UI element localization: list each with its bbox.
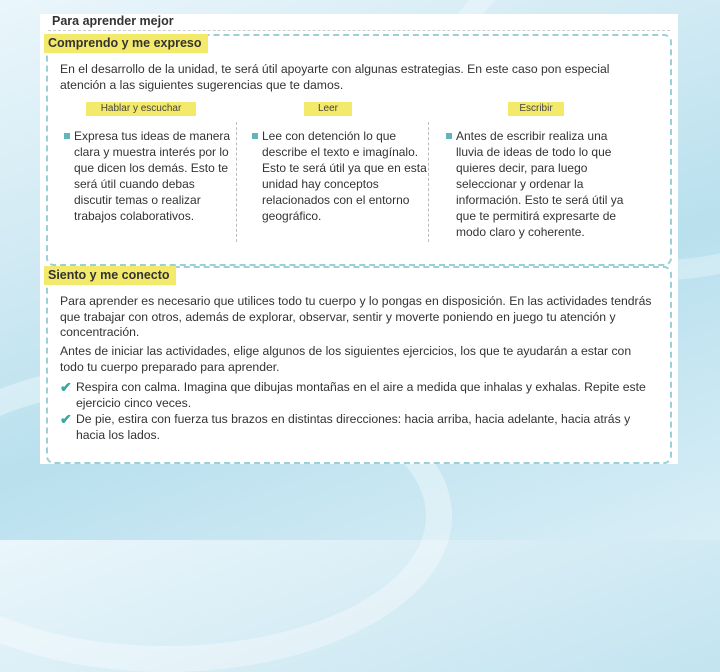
column-text: Lee con detención lo que describe el texto e imagínalo. Esto te será útil ya que en esta unidad hay conceptos relacionados con el entorno geográfico. xyxy=(262,129,427,223)
square-bullet-icon xyxy=(252,133,258,139)
checkmark-icon: ✔ xyxy=(60,411,72,427)
section-comprendo xyxy=(46,34,672,266)
column-divider xyxy=(236,122,237,242)
square-bullet-icon xyxy=(64,133,70,139)
column-label-hablar: Hablar y escuchar xyxy=(86,102,196,116)
column-leer xyxy=(262,128,428,224)
column-text: Expresa tus ideas de manera clara y muestra interés por lo que dicen los demás. Esto te será útil cuando debas discutir temas o realizar trabajos colaborativos. xyxy=(74,129,231,223)
section-tag: Comprendo y me expreso xyxy=(44,34,208,53)
column-label-escribir: Escribir xyxy=(508,102,564,116)
column-text: Antes de escribir realiza una lluvia de ideas de todo lo que quieres decir, para luego seleccionar y ordenar la información. Esto te será útil ya que te permitirá expresarte de modo claro y coherente. xyxy=(456,129,624,239)
page-title: Para aprender mejor xyxy=(52,14,174,28)
column-escribir xyxy=(456,128,636,240)
column-hablar xyxy=(74,128,234,224)
checkmark-icon: ✔ xyxy=(60,379,72,395)
column-divider xyxy=(428,122,429,242)
section-tag: Siento y me conecto xyxy=(44,266,176,285)
check-text: Respira con calma. Imagina que dibujas montañas en el aire a medida que inhalas y exhalas. Repite este ejercicio cinco veces. xyxy=(76,380,646,410)
section-paragraph: Antes de iniciar las actividades, elige algunos de los siguientes ejercicios, los que te ayudarán a estar con todo tu cuerpo preparado para aprender. xyxy=(60,344,632,374)
check-text: De pie, estira con fuerza tus brazos en distintas direcciones: hacia arriba, hacia adelante, hacia atrás y hacia los lados. xyxy=(76,412,631,442)
document-page xyxy=(40,14,678,464)
square-bullet-icon xyxy=(446,133,452,139)
title-divider xyxy=(48,30,670,31)
section-intro: En el desarrollo de la unidad, te será útil apoyarte con algunas estrategias. En este caso pon especial atención a las siguientes sugerencias que te damos. xyxy=(60,62,610,92)
column-label-leer: Leer xyxy=(304,102,352,116)
section-siento xyxy=(46,266,672,464)
section-paragraph: Para aprender es necesario que utilices todo tu cuerpo y lo pongas en disposición. En las actividades tendrás que trabajar con otros, además de explorar, observar, sentir y moverte poniendo en juego tu atención y concentración. xyxy=(60,294,652,339)
